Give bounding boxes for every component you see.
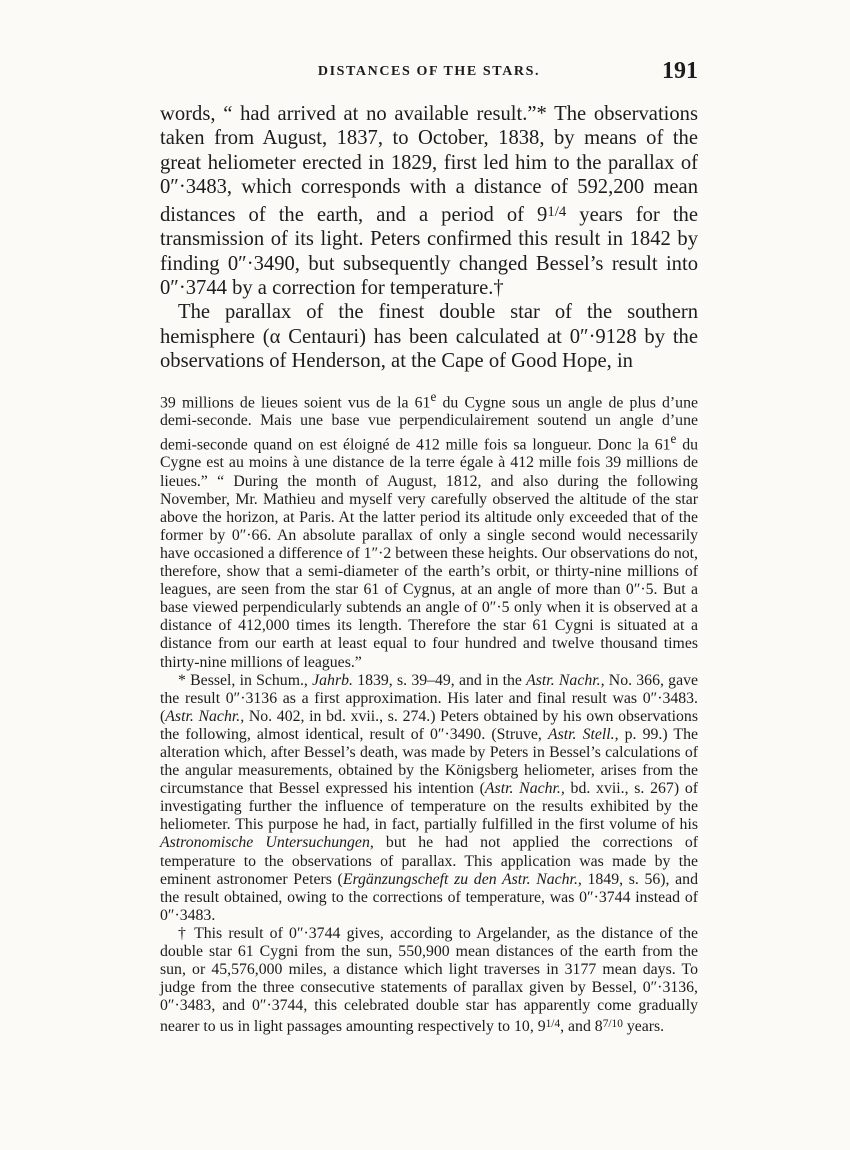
body-paragraph-1-end: years for the transmission of its light. Peters confirmed this result in 1842 by finding 0″·3490, but subsequently changed Bessel’s result into 0″·3744 by a correction for temperature.† (160, 203, 698, 300)
citation-italic: Astr. Nachr., (484, 780, 565, 798)
fraction-quarter: 1/4 (547, 203, 567, 220)
citation-italic: Astr. Nachr., (526, 671, 605, 689)
citation-italic: Astronomische Untersuchungen, (160, 834, 374, 852)
footnotes (160, 388, 698, 1037)
superscript-e: e (430, 388, 437, 404)
footnote-dagger-text: † This result of 0″·3744 gives, according to Argelander, as the distance of the double star 61 Cygni from the sun, 550,900 mean distances of the earth from the sun, or 45,576,000 miles, a distance which light traverses in 3177 mean days. To judge from the three consecutive statements of parallax given by Bessel, 0″·3136, 0″·3483, and 0″·3744, this celebrated double star has apparently come gradually nearer to us in light passages amounting respectively to 10, 9 (160, 924, 698, 1036)
page-number: 191 (662, 58, 698, 84)
footnote-star-text: No. 402, in bd. xvii., s. 274.) Peters obtained by his own observations the following, almost identical, result of 0″·3490. (Struve, (160, 707, 698, 743)
footnote-dagger-text: , and 8 (560, 1018, 603, 1036)
body-paragraph-1-text: words, “ had arrived at no available result.”* The observations taken from August, 1837, to October, 1838, by means of the great heliometer erected in 1829, first led him to the parallax of 0″·3483, which corresponds with a distance of 592,200 mean distances of the earth, and a period of 9 (160, 103, 698, 226)
body-paragraph-1 (160, 102, 698, 300)
footnote-continued-text-b: du Cygne sous un angle de plus d’une demi-seconde. Mais une base vue perpendiculairement soutend un angle d’une demi-seconde quand on est éloigné de 412 mille fois sa longueur. Donc la 61 (160, 393, 698, 454)
book-page (160, 58, 698, 1036)
main-text (160, 102, 698, 374)
footnote-star-text: p. 99.) The alteration which, after Bessel’s death, was made by Peters in Bessel’s calculations of the angular measurements, obtained by the Königsberg heliometer, arises from the circumstance that Bessel expressed his intention ( (160, 725, 698, 798)
footnote-star-text: 1839, s. 39–49, and in the (352, 671, 527, 689)
footnote-star-text: but he had not applied the corrections of temperature to the observations of parallax. This application was made by the eminent astronomer Peters ( (160, 834, 698, 888)
running-title: DISTANCES OF THE STARS. (317, 64, 541, 79)
footnote-continued (160, 388, 698, 672)
footnote-star-text: bd. xvii., s. 267) of investigating further the influence of temperature on the results exhibited by the heliometer. This purpose he had, in fact, partially fulfilled in the first volume of his (160, 780, 698, 834)
footnote-dagger (160, 925, 698, 1037)
running-head (160, 58, 698, 88)
body-paragraph-2: The parallax of the finest double star of the southern hemisphere (α Centauri) has been calculated at 0″·9128 by the observations of Henderson, at the Cape of Good Hope, in (160, 301, 698, 373)
citation-italic: Jahrb. (312, 671, 353, 689)
fraction-quarter: 1/4 (545, 1018, 561, 1031)
footnote-continued-text-a: 39 millions de lieues soient vus de la 61 (160, 393, 431, 411)
footnote-star-text: 1849, s. 56), and the result obtained, owing to the corrections of temperature, was 0″·3744 instead of 0″·3483. (160, 870, 698, 924)
citation-italic: Ergänzungscheft zu den Astr. Nachr., (342, 870, 582, 888)
footnote-dagger-text: years. (622, 1018, 665, 1036)
superscript-e: e (670, 431, 677, 447)
footnote-star (160, 672, 698, 925)
citation-italic: Astr. Nachr., (165, 707, 245, 725)
footnote-star-text: * Bessel, in Schum., (178, 671, 313, 689)
footnote-continued-text-c: du Cygne est au moins à une distance de la terre égale à 412 mille fois 39 millions de lieues.” “ During the month of August, 1812, and also during the following November, Mr. Mathieu and myself very carefully observed the altitude of the star above the horizon, at Paris. At the latter period its altitude only exceeded that of the former by 0″·66. An absolute parallax of only a single second would necessarily have occasioned a difference of 1″·2 between these heights. Our observations do not, therefore, show that a semi-diameter of the earth’s orbit, or thirty-nine millions of leagues, are seen from the star 61 of Cygnus, at an angle of more than 0″·5. But a base viewed perpendicularly subtends an angle of 0″·5 only when it is observed at a distance of 412,000 times its length. Therefore the star 61 Cygni is situated at a distance from our earth at least equal to four hundred and twelve thousand times thirty-nine millions of leagues.” (160, 436, 699, 671)
footnote-star-text: No. 366, gave the result 0″·3136 as a first approximation. His later and final result was 0″·3483. ( (160, 671, 698, 725)
fraction-seven-tenths: 7/10 (602, 1018, 623, 1031)
citation-italic: Astr. Stell., (547, 725, 619, 743)
